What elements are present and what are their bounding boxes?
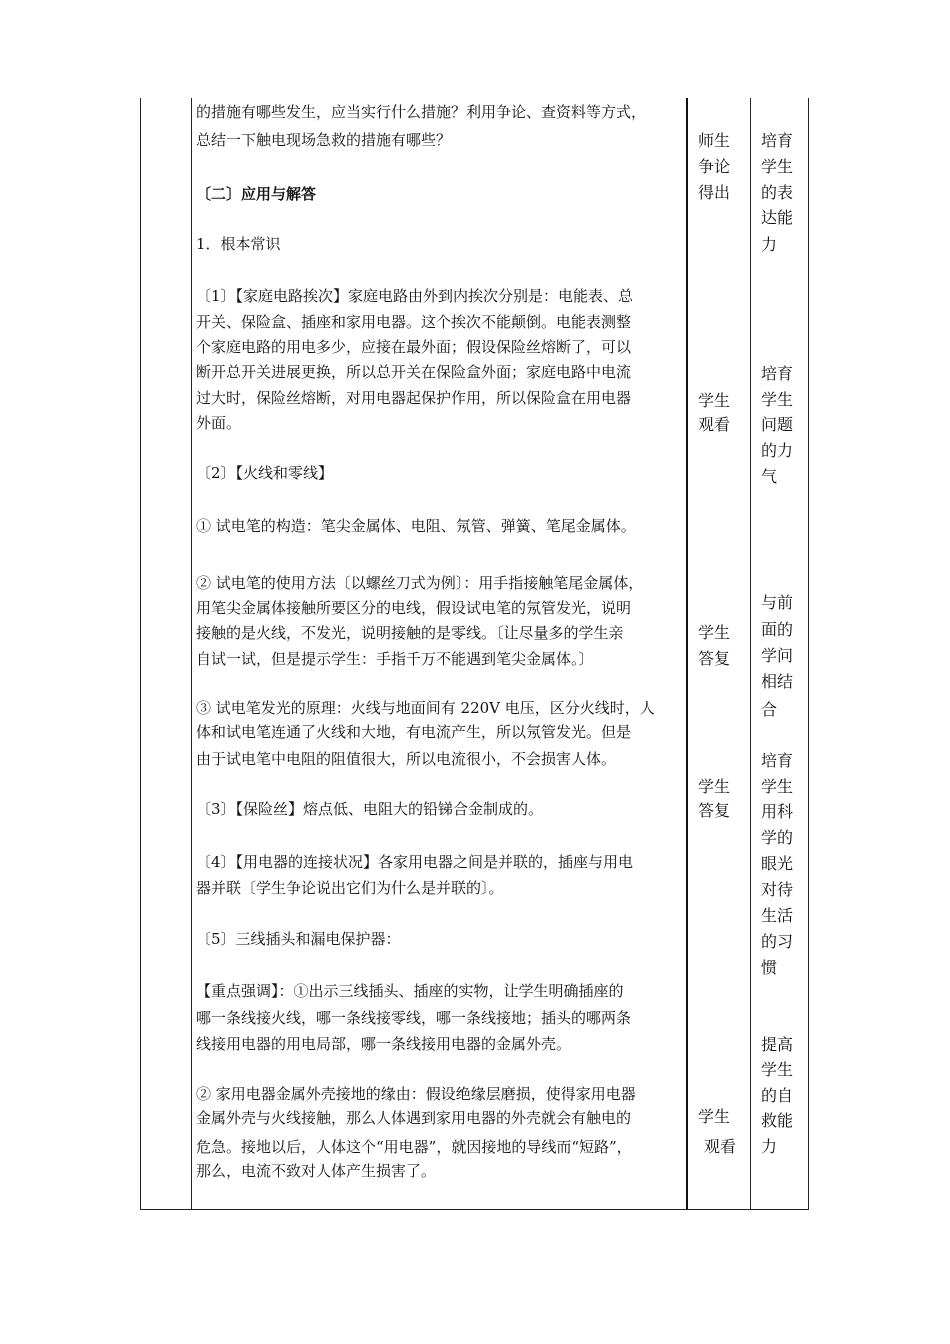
content-line: 开关、保险盒、插座和家用电器。这个挨次不能颠倒。电能表测整 bbox=[196, 313, 632, 331]
content-line: 自试一试，但是提示学生：手指千万不能遇到笔尖金属体。〕 bbox=[196, 650, 594, 668]
goal-text: 学的 bbox=[761, 828, 794, 847]
goal-text: 合 bbox=[761, 700, 778, 719]
activity-text: 学生 bbox=[698, 1107, 731, 1126]
goal-text: 的习 bbox=[761, 932, 794, 951]
content-line: 由于试电笔中电阻的阻值很大，所以电流很小，不会损害人体。 bbox=[196, 750, 617, 768]
activity-text: 学生 bbox=[698, 623, 731, 642]
section-heading: 〔二〕应用与解答 bbox=[196, 185, 317, 203]
content-line: ① 试电笔的构造：笔尖金属体、电阻、氖管、弹簧、笔尾金属体。 bbox=[196, 517, 636, 535]
content-line: 哪一条线接火线，哪一条线接零线，哪一条线接地；插头的哪两条 bbox=[196, 1009, 632, 1027]
goal-text: 提高 bbox=[761, 1035, 794, 1054]
content-line: 的措施有哪些发生，应当实行什么措施？利用争论、查资料等方式， bbox=[196, 103, 647, 121]
goal-text: 与前 bbox=[761, 593, 794, 612]
content-line: 〔4〕【用电器的连接状况】各家用电器之间是并联的，插座与用电 bbox=[196, 853, 634, 871]
goal-text: 相结 bbox=[761, 672, 794, 691]
goal-text: 力 bbox=[761, 1137, 778, 1156]
content-line: 过大时，保险丝熔断，对用电器起保护作用，所以保险盒在用电器 bbox=[196, 389, 632, 407]
subsection-heading: 1．根本常识 bbox=[196, 235, 281, 253]
goal-text: 培育 bbox=[761, 751, 794, 770]
content-line: 断开总开关进展更换，所以总开关在保险盒外面；家庭电路中电流 bbox=[196, 363, 632, 381]
goal-text: 培育 bbox=[761, 364, 794, 383]
goal-text: 的表 bbox=[761, 183, 794, 202]
goal-text: 学生 bbox=[761, 777, 794, 796]
activity-text: 争论 bbox=[698, 157, 731, 176]
goal-text: 学生 bbox=[761, 1060, 794, 1079]
content-line: 体和试电笔连通了火线和大地，有电流产生，所以氖管发光。但是 bbox=[196, 723, 632, 741]
table-column-divider bbox=[750, 98, 751, 1210]
content-line: 金属外壳与火线接触，那么人体遇到家用电器的外壳就会有触电的 bbox=[196, 1109, 632, 1127]
table-column-divider bbox=[191, 98, 192, 1210]
content-line: ③ 试电笔发光的原理：火线与地面间有 220V 电压，区分火线时，人 bbox=[196, 699, 655, 717]
content-line: 器并联〔学生争论说出它们为什么是并联的〕。 bbox=[196, 879, 504, 897]
activity-text: 观看 bbox=[704, 1137, 737, 1156]
goal-text: 达能 bbox=[761, 208, 794, 227]
content-line: 【重点强调】：①出示三线插头、插座的实物，让学生明确插座的 bbox=[196, 982, 624, 1000]
goal-text: 惯 bbox=[761, 958, 778, 977]
activity-text: 答复 bbox=[698, 801, 731, 820]
goal-text: 力 bbox=[761, 235, 778, 254]
content-line: ② 家用电器金属外壳接地的缘由：假设绝缘层磨损，使得家用电器 bbox=[196, 1085, 636, 1103]
content-line: 个家庭电路的用电多少，应接在最外面；假设保险丝熔断了，可以 bbox=[196, 338, 632, 356]
goal-text: 学生 bbox=[761, 390, 794, 409]
goal-text: 培育 bbox=[761, 131, 794, 150]
content-line: 总结一下触电现场急救的措施有哪些？ bbox=[196, 131, 452, 149]
goal-text: 的力 bbox=[761, 441, 794, 460]
goal-text: 气 bbox=[761, 467, 778, 486]
activity-text: 学生 bbox=[698, 777, 731, 796]
activity-text: 观看 bbox=[698, 415, 731, 434]
table-column-divider bbox=[686, 98, 688, 1210]
goal-text: 问题 bbox=[761, 415, 794, 434]
content-line: ② 试电笔的使用方法〔以螺丝刀式为例〕：用手指接触笔尾金属体， bbox=[196, 574, 644, 592]
table-border-left bbox=[140, 98, 141, 1210]
content-line: 线接用电器的用电局部，哪一条线接用电器的金属外壳。 bbox=[196, 1035, 572, 1053]
goal-text: 面的 bbox=[761, 620, 794, 639]
content-line: 外面。 bbox=[196, 414, 242, 432]
goal-text: 救能 bbox=[761, 1111, 794, 1130]
activity-text: 答复 bbox=[698, 649, 731, 668]
goal-text: 用科 bbox=[761, 802, 794, 821]
goal-text: 学问 bbox=[761, 646, 794, 665]
table-border-bottom bbox=[140, 1209, 809, 1210]
goal-text: 眼光 bbox=[761, 854, 794, 873]
activity-text: 得出 bbox=[698, 183, 731, 202]
content-line: 接触的是火线，不发光，说明接触的是零线。〔让尽量多的学生亲 bbox=[196, 624, 624, 642]
content-line: 危急。接地以后，人体这个“用电器”，就因接地的导线而“短路”， bbox=[196, 1138, 632, 1156]
content-line: 〔5〕三线插头和漏电保护器： bbox=[196, 930, 401, 948]
content-line: 用笔尖金属体接触所要区分的电线，假设试电笔的氖管发光，说明 bbox=[196, 599, 632, 617]
goal-text: 对待 bbox=[761, 880, 794, 899]
goal-text: 的自 bbox=[761, 1086, 794, 1105]
goal-text: 生活 bbox=[761, 906, 794, 925]
content-line: 那么，电流不致对人体产生损害了。 bbox=[196, 1162, 437, 1180]
activity-text: 学生 bbox=[698, 391, 731, 410]
activity-text: 师生 bbox=[698, 131, 731, 150]
content-line: 〔2〕【火线和零线】 bbox=[196, 464, 334, 482]
content-line: 〔1〕【家庭电路挨次】家庭电路由外到内挨次分别是：电能表、总 bbox=[196, 287, 634, 305]
table-border-right bbox=[808, 98, 809, 1210]
goal-text: 学生 bbox=[761, 157, 794, 176]
content-line: 〔3〕【保险丝】熔点低、电阻大的铅锑合金制成的。 bbox=[196, 800, 544, 818]
